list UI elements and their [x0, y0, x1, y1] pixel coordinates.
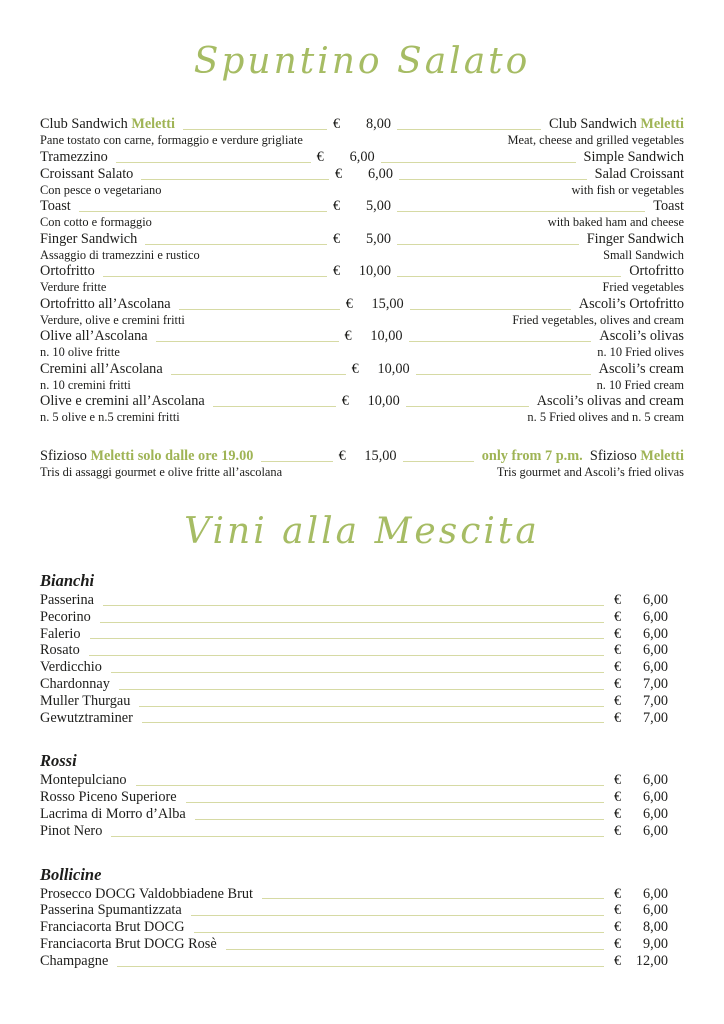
- currency-symbol: €: [614, 885, 622, 902]
- item-name-it-text: Toast: [40, 198, 71, 214]
- special-name-en-text: Sfizioso: [589, 447, 637, 464]
- wine-group-title-text: Bollicine: [40, 864, 102, 884]
- currency-symbol: €: [614, 592, 622, 608]
- item-sub-en: Small Sandwich: [603, 247, 684, 262]
- currency-symbol: €: [614, 822, 622, 839]
- currency-symbol: €: [614, 919, 622, 936]
- leader-line: [194, 931, 604, 933]
- wine-row: [40, 886, 684, 903]
- item-price: [333, 116, 391, 133]
- price-value: 5,00: [365, 198, 391, 214]
- item-sub-it: Verdure fritte: [40, 280, 107, 294]
- currency-symbol: €: [614, 659, 622, 676]
- wine-row: [40, 772, 684, 789]
- item-sub-it: Verdure, olive e cremini fritti: [40, 312, 185, 327]
- item-sub-en: Fried vegetables, olives and cream: [512, 312, 684, 327]
- item-name-en: [579, 296, 684, 313]
- wine-price: [614, 626, 668, 643]
- leader-line: [117, 965, 604, 967]
- wine-name: Pecorino: [40, 608, 91, 625]
- spuntino-list: [40, 116, 684, 480]
- wine-price: [614, 902, 668, 919]
- wine-price: [614, 659, 668, 676]
- leader-line: [111, 835, 604, 837]
- wine-row: [40, 953, 684, 970]
- item-price: [333, 263, 391, 280]
- item-sub-row: [40, 378, 684, 394]
- item-sub-it: n. 10 olive fritte: [40, 345, 120, 359]
- price-value: 6,00: [642, 789, 668, 806]
- wine-row: [40, 592, 684, 609]
- wine-name: Chardonnay: [40, 675, 110, 692]
- leader-line: [183, 128, 327, 130]
- item-name-en-text: Ascoli’s olivas and cream: [536, 393, 685, 409]
- menu-item-row: [40, 149, 684, 166]
- wine-price: [614, 789, 668, 806]
- wine-row: [40, 676, 684, 693]
- item-name-it-accent: Meletti: [131, 116, 175, 132]
- wine-group-title: [40, 570, 684, 592]
- item-name-en-text: Simple Sandwich: [583, 148, 684, 165]
- wine-group-title-text: Rossi: [40, 751, 77, 771]
- wine-row: [40, 936, 684, 953]
- price-value: 6,00: [642, 659, 668, 676]
- currency-symbol: €: [614, 952, 622, 969]
- price-value: 6,00: [349, 148, 375, 165]
- item-sub-it: Con pesce o vegetariano: [40, 182, 162, 197]
- item-sub-en: n. 10 Fried cream: [596, 377, 684, 392]
- item-price: [317, 149, 375, 166]
- wine-row: [40, 609, 684, 626]
- special-name-it-text: Sfizioso: [40, 447, 87, 464]
- item-name-en: [595, 166, 684, 183]
- menu-item-row: [40, 328, 684, 345]
- item-name-it: [40, 393, 205, 410]
- wine-price: [614, 642, 668, 659]
- item-name-it: [40, 166, 133, 183]
- currency-symbol: €: [614, 935, 622, 952]
- leader-line: [156, 340, 339, 342]
- item-name-it-text: Ortofritto all’Ascolana: [40, 295, 171, 312]
- currency-symbol: €: [338, 447, 346, 464]
- leader-line: [191, 914, 604, 916]
- item-name-en-text: Toast: [653, 198, 684, 214]
- item-name-it: [40, 231, 137, 248]
- item-sub-en: n. 10 Fried olives: [597, 345, 684, 359]
- price-value: 7,00: [642, 675, 668, 692]
- menu-item-row: [40, 296, 684, 313]
- special-name-en-accent: only from 7 p.m.: [481, 447, 583, 464]
- wine-name: Rosso Piceno Superiore: [40, 789, 177, 806]
- price-value: 8,00: [642, 919, 668, 936]
- item-name-it-text: Olive all’Ascolana: [40, 328, 148, 344]
- currency-symbol: €: [344, 328, 352, 344]
- wine-price: [614, 609, 668, 626]
- leader-line: [409, 340, 592, 342]
- wine-group: [40, 570, 684, 726]
- item-name-it-text: Ortofritto: [40, 263, 95, 279]
- leader-line: [186, 801, 604, 803]
- item-name-it: [40, 198, 71, 215]
- wine-group: [40, 750, 684, 839]
- price-value: 10,00: [367, 393, 400, 409]
- item-name-en-text: Salad Croissant: [594, 165, 684, 182]
- item-sub-it: n. 10 cremini fritti: [40, 377, 131, 392]
- item-price: [346, 296, 404, 313]
- wine-name: Lacrima di Morro d’Alba: [40, 805, 186, 822]
- wine-price: [614, 919, 668, 936]
- item-name-it: [40, 328, 148, 345]
- leader-line: [213, 405, 336, 407]
- price-value: 9,00: [642, 935, 668, 952]
- wine-price: [614, 710, 668, 727]
- item-price: [333, 198, 391, 215]
- wine-name: Prosecco DOCG Valdobbiadene Brut: [40, 885, 253, 902]
- currency-symbol: €: [345, 295, 353, 312]
- wine-row: [40, 902, 684, 919]
- item-name-en: [629, 263, 684, 280]
- wine-list: [40, 570, 684, 970]
- currency-symbol: €: [614, 625, 622, 642]
- special-sub-row: [40, 465, 684, 481]
- price-value: 12,00: [635, 952, 668, 969]
- section-title-vini: Vini alla Mescita: [184, 511, 540, 552]
- item-name-it: [40, 149, 108, 166]
- currency-symbol: €: [614, 805, 622, 822]
- item-sub-it: Assaggio di tramezzini e rustico: [40, 247, 200, 262]
- item-name-en: [537, 393, 684, 410]
- menu-item-row: [40, 263, 684, 280]
- price-value: 10,00: [370, 328, 403, 344]
- price-value: 10,00: [358, 263, 391, 279]
- wine-row: [40, 693, 684, 710]
- price-value: 6,00: [642, 822, 668, 839]
- leader-line: [136, 784, 604, 786]
- item-sub-it: n. 5 olive e n.5 cremini fritti: [40, 410, 180, 424]
- wine-row: [40, 642, 684, 659]
- wine-price: [614, 592, 668, 609]
- wine-group: [40, 864, 684, 970]
- wine-price: [614, 823, 668, 840]
- leader-line: [103, 275, 327, 277]
- item-name-en-text: Finger Sandwich: [586, 230, 684, 247]
- item-price: [342, 393, 400, 410]
- price-value: 6,00: [642, 772, 668, 789]
- wine-name: Champagne: [40, 952, 109, 969]
- item-name-en: [599, 361, 684, 378]
- leader-line: [381, 161, 576, 163]
- menu-item-row: [40, 198, 684, 215]
- item-name-en: [653, 198, 684, 215]
- leader-line: [179, 308, 340, 310]
- item-name-en: [587, 231, 684, 248]
- item-name-it-text: Croissant Salato: [40, 165, 134, 182]
- currency-symbol: €: [614, 608, 622, 625]
- special-name-en: [482, 448, 684, 465]
- special-name-it-accent-rest: solo dalle ore 19.00: [137, 447, 254, 464]
- item-sub-row: [40, 183, 684, 199]
- wine-row: [40, 823, 684, 840]
- wine-name: Montepulciano: [40, 772, 127, 789]
- menu-item-row: [40, 116, 684, 133]
- price-value: 15,00: [364, 447, 397, 464]
- leader-line: [261, 460, 332, 462]
- leader-line: [397, 243, 579, 245]
- item-price: [333, 231, 391, 248]
- price-value: 6,00: [642, 625, 668, 642]
- currency-symbol: €: [316, 148, 324, 165]
- currency-symbol: €: [614, 709, 622, 726]
- wine-row: [40, 789, 684, 806]
- item-name-it-text: Club Sandwich: [40, 116, 128, 132]
- wine-price: [614, 693, 668, 710]
- item-sub-en: with baked ham and cheese: [547, 215, 684, 229]
- wine-price: [614, 806, 668, 823]
- special-name-it: [40, 448, 253, 465]
- item-sub-it: Con cotto e formaggio: [40, 215, 152, 229]
- item-price: [335, 166, 393, 183]
- special-sub-it: Tris di assaggi gourmet e olive fritte all’ascolana: [40, 464, 283, 479]
- wine-name: Pinot Nero: [40, 822, 103, 839]
- item-name-en-text: Ascoli’s cream: [598, 360, 685, 377]
- item-sub-row: [40, 345, 684, 361]
- price-value: 15,00: [371, 295, 404, 312]
- leader-line: [100, 621, 604, 623]
- section-title-spuntino: Spuntino Salato: [193, 41, 531, 82]
- item-sub-en: with fish or vegetables: [571, 182, 684, 197]
- price-value: 6,00: [367, 165, 393, 182]
- special-price: [339, 448, 397, 465]
- price-value: 5,00: [365, 230, 391, 247]
- leader-line: [90, 637, 605, 639]
- currency-symbol: €: [334, 165, 343, 182]
- leader-line: [397, 210, 645, 212]
- leader-line: [410, 308, 571, 310]
- currency-symbol: €: [341, 393, 349, 409]
- menu-item-row: [40, 231, 684, 248]
- menu-item-row: [40, 393, 684, 410]
- leader-line: [89, 654, 604, 656]
- item-name-it-text: Tramezzino: [40, 148, 108, 165]
- price-value: 6,00: [642, 805, 668, 822]
- wine-group-title: [40, 864, 684, 886]
- wine-price: [614, 936, 668, 953]
- item-name-it-text: Olive e cremini all’Ascolana: [40, 393, 205, 409]
- leader-line: [103, 604, 604, 606]
- menu-item-row: [40, 361, 684, 378]
- leader-line: [399, 178, 587, 180]
- item-name-it: [40, 361, 163, 378]
- price-value: 6,00: [642, 642, 668, 659]
- leader-line: [79, 210, 327, 212]
- wine-price: [614, 772, 668, 789]
- leader-line: [171, 373, 346, 375]
- item-sub-it: Pane tostato con carne, formaggio e verdure grigliate: [40, 133, 303, 147]
- wine-name: Franciacorta Brut DOCG: [40, 919, 185, 936]
- currency-symbol: €: [333, 198, 341, 214]
- wine-name: Passerina: [40, 592, 94, 608]
- item-price: [352, 361, 410, 378]
- currency-symbol: €: [614, 675, 622, 692]
- item-name-it: [40, 263, 95, 280]
- wine-name: Gewutztraminer: [40, 709, 133, 726]
- wine-row: [40, 626, 684, 643]
- item-name-it-text: Cremini all’Ascolana: [40, 360, 163, 377]
- leader-line: [406, 405, 529, 407]
- leader-line: [195, 818, 604, 820]
- item-name-en-text: Ascoli’s olivas: [599, 328, 684, 344]
- leader-line: [139, 705, 604, 707]
- wine-name: Franciacorta Brut DOCG Rosè: [40, 935, 217, 952]
- item-name-en: [549, 116, 684, 133]
- price-value: 6,00: [642, 608, 668, 625]
- item-name-en-accent: Meletti: [640, 116, 684, 132]
- wine-name: Falerio: [40, 625, 81, 642]
- currency-symbol: €: [614, 789, 622, 806]
- wine-group-title-text: Bianchi: [40, 571, 95, 590]
- wine-row: [40, 710, 684, 727]
- leader-line: [416, 373, 591, 375]
- item-sub-en: Fried vegetables: [602, 280, 684, 294]
- wine-row: [40, 806, 684, 823]
- leader-line: [226, 948, 604, 950]
- leader-line: [119, 688, 604, 690]
- item-sub-row: [40, 280, 684, 296]
- wine-name: Passerina Spumantizzata: [40, 902, 182, 919]
- special-name-en-accent2: Meletti: [640, 447, 685, 464]
- price-value: 10,00: [377, 360, 410, 377]
- special-name-it-accent: Meletti: [90, 447, 135, 464]
- item-sub-en: Meat, cheese and grilled vegetables: [507, 133, 684, 147]
- menu-item-row: [40, 166, 684, 183]
- special-sub-en: Tris gourmet and Ascoli’s fried olivas: [496, 464, 684, 479]
- leader-line: [111, 671, 604, 673]
- item-sub-row: [40, 313, 684, 329]
- price-value: 8,00: [365, 116, 391, 132]
- item-name-en-text: Ortofritto: [629, 263, 684, 279]
- wine-row: [40, 659, 684, 676]
- currency-symbol: €: [351, 360, 359, 377]
- currency-symbol: €: [333, 116, 341, 132]
- wine-row: [40, 919, 684, 936]
- price-value: 6,00: [642, 592, 668, 608]
- wine-price: [614, 886, 668, 903]
- currency-symbol: €: [614, 772, 622, 789]
- item-name-en: [584, 149, 684, 166]
- leader-line: [397, 128, 541, 130]
- currency-symbol: €: [614, 642, 622, 659]
- leader-line: [142, 721, 604, 723]
- currency-symbol: €: [333, 263, 341, 279]
- leader-line: [145, 243, 327, 245]
- price-value: 7,00: [642, 692, 668, 709]
- wine-name: Verdicchio: [40, 659, 102, 676]
- wine-price: [614, 676, 668, 693]
- leader-line: [397, 275, 621, 277]
- leader-line: [262, 897, 604, 899]
- wine-name: Muller Thurgau: [40, 692, 131, 709]
- item-name-it-text: Finger Sandwich: [40, 230, 138, 247]
- special-item-row: [40, 448, 684, 465]
- item-sub-row: [40, 215, 684, 231]
- item-name-en-text: Club Sandwich: [549, 116, 637, 132]
- currency-symbol: €: [333, 230, 341, 247]
- price-value: 7,00: [642, 709, 668, 726]
- wine-price: [614, 953, 668, 970]
- leader-line: [403, 460, 474, 462]
- leader-line: [141, 178, 329, 180]
- item-name-en-text: Ascoli’s Ortofritto: [578, 295, 685, 312]
- item-sub-row: [40, 410, 684, 426]
- item-sub-en: n. 5 Fried olives and n. 5 cream: [527, 410, 684, 424]
- item-sub-row: [40, 133, 684, 149]
- currency-symbol: €: [614, 692, 622, 709]
- item-name-en: [599, 328, 684, 345]
- price-value: 6,00: [642, 902, 668, 919]
- currency-symbol: €: [614, 902, 622, 919]
- wine-name: Rosato: [40, 642, 80, 659]
- wine-group-title: [40, 750, 684, 772]
- item-name-it: [40, 116, 175, 133]
- leader-line: [116, 161, 311, 163]
- item-name-it: [40, 296, 171, 313]
- item-sub-row: [40, 248, 684, 264]
- item-price: [345, 328, 403, 345]
- price-value: 6,00: [642, 885, 668, 902]
